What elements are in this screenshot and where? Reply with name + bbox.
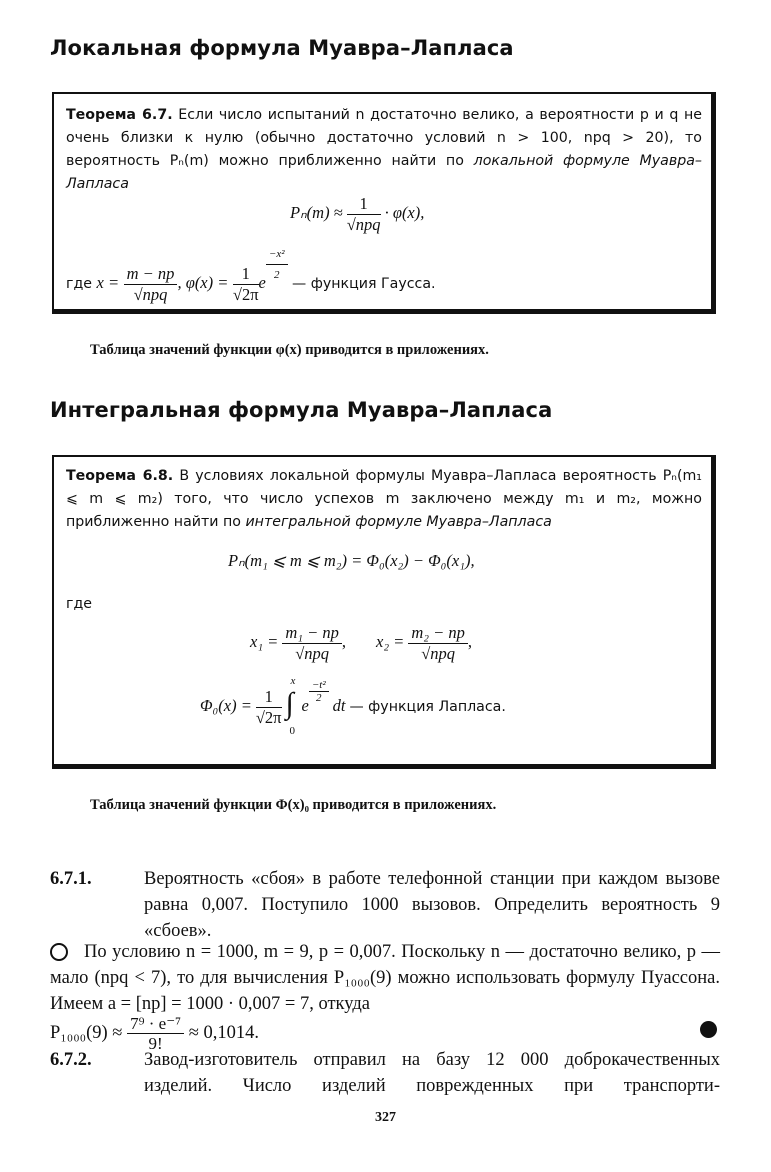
theorem-label: Теорема 6.8. <box>66 468 174 484</box>
theorem-emphasis: локальной формуле Муавра–Лапласа <box>66 153 702 192</box>
phi-exponent: $\frac{\text{−x²}}{2}$ <box>266 244 288 285</box>
phi-lhs: , φ(x) = <box>177 273 229 292</box>
integral-upper-limit: x <box>290 675 296 688</box>
solution-end-icon <box>700 1021 717 1038</box>
fraction-denominator: √npq <box>346 215 381 234</box>
x1-lhs: x₁ = <box>250 632 279 652</box>
solution-numerator: 7⁹ · e⁻⁷ <box>127 1014 184 1034</box>
formula-fraction <box>347 194 381 235</box>
solution-denominator: 9! <box>148 1034 163 1053</box>
phi-exp-denominator: 2 <box>273 269 280 281</box>
phi-exp-base: e <box>258 273 266 292</box>
integral-sign: x ∫ 0 <box>285 675 296 738</box>
x-numerator: m − np <box>124 264 178 285</box>
formula-rhs: · φ(x), <box>384 203 425 223</box>
x1-fraction <box>282 623 342 664</box>
integral-dt: dt <box>332 696 346 715</box>
integral-exp-base: e <box>301 696 309 715</box>
x1-denominator: √npq <box>295 644 329 663</box>
x1-numerator: m₁ − np <box>282 623 342 644</box>
problem-text-6-7-1: Вероятность «сбоя» в работе телефонной станции при каждом вызове равна 0,007. Поступило 1000 вызовов. Определить вероятность 9 «сбоев». <box>144 869 720 941</box>
x2-denominator: √npq <box>421 644 455 663</box>
laplace-definition <box>200 675 506 738</box>
theorem-6-7-text <box>66 104 702 196</box>
caption-gauss-table: Таблица значений функции φ(x) приводится в приложениях. <box>90 342 489 358</box>
gauss-definition <box>66 244 436 305</box>
solution-start-icon <box>50 943 68 961</box>
x2-numerator: m₂ − np <box>408 623 468 644</box>
x1-x2-definitions: x₁ = m₁ − np √npq , x₂ = m₂ − np √npq , <box>250 623 472 663</box>
Phi-denominator: √2π <box>255 707 282 727</box>
theorem-body: В условиях локальной формулы Муавра–Лапласа вероятность Pₙ(m₁ ⩽ m ⩽ m₂) того, что число успехов m заключено между m₁ и m₂, можно приближенно найти по <box>66 468 702 530</box>
theorem-box-6-8 <box>52 455 716 769</box>
laplace-tail: — функция Лапласа. <box>349 699 506 715</box>
x-fraction <box>124 264 178 305</box>
solution-body: По условию n = 1000, m = 9, p = 0,007. Поскольку n — достаточно велико, p — мало (npq < 7), то для вычисления P₁₀₀₀(9) можно использовать формулу Пуассона. Имеем a = [np] = 1000 · 0,007 = 7, откуда <box>50 942 720 1014</box>
where-label: где <box>66 276 92 292</box>
solution-text <box>50 939 720 1017</box>
solution-lhs: P₁₀₀₀(9) ≈ <box>50 1022 123 1043</box>
integral-formula: Pₙ(m₁ ⩽ m ⩽ m₂) = Φ₀(x₂) − Φ₀(x₁), <box>228 551 475 570</box>
theorem-box-6-7 <box>52 92 716 314</box>
gauss-tail: — функция Гаусса. <box>292 276 436 292</box>
fraction-numerator: 1 <box>347 194 381 215</box>
caption-laplace-table: Таблица значений функции Φ(x)₀ приводится в приложениях. <box>90 797 497 813</box>
page-number: 327 <box>375 1110 396 1125</box>
phi-numerator: 1 <box>233 264 259 285</box>
problem-number-6-7-2: 6.7.2. <box>50 1050 92 1070</box>
phi-fraction <box>233 264 259 305</box>
solution-rhs: ≈ 0,1014. <box>188 1022 260 1043</box>
where-label: где <box>66 596 92 612</box>
integral-lower-limit: 0 <box>289 725 296 738</box>
integral-exponent: $\frac{\text{−t²}}{2}$ <box>309 679 329 704</box>
integral-exp-denominator: 2 <box>315 692 322 704</box>
x-denominator: √npq <box>133 284 168 304</box>
theorem-label: Теорема 6.7. <box>66 107 173 123</box>
x2-fraction <box>408 623 468 664</box>
theorem-body: Если число испытаний n достаточно велико, а вероятности p и q не очень близки к нулю (обычно достаточно условий n > 100, npq > 20), то вероятность Pₙ(m) можно приближенно найти по <box>66 107 702 169</box>
x-lhs: x = <box>96 273 120 292</box>
problem-text-6-7-2: Завод-изготовитель отправил на базу 12 000 доброкачественных изделий. Число изделий поврежденных при транспорти- <box>144 1050 720 1096</box>
theorem-emphasis: интегральной формуле Муавра–Лапласа <box>245 514 552 530</box>
Phi-lhs: Φ₀(x) = <box>200 696 252 715</box>
theorem-6-8-text <box>66 465 702 534</box>
section-heading-local: Локальная формула Муавра–Лапласа <box>50 36 514 60</box>
problem-number-6-7-1: 6.7.1. <box>50 869 92 889</box>
section-heading-integral: Интегральная формула Муавра–Лапласа <box>50 398 553 422</box>
Phi-numerator: 1 <box>256 687 282 708</box>
Phi-fraction <box>256 687 282 728</box>
local-formula <box>290 194 424 235</box>
x2-lhs: x₂ = <box>376 632 405 652</box>
formula-lhs: Pₙ(m) ≈ <box>290 203 343 223</box>
phi-denominator: √2π <box>232 284 259 304</box>
